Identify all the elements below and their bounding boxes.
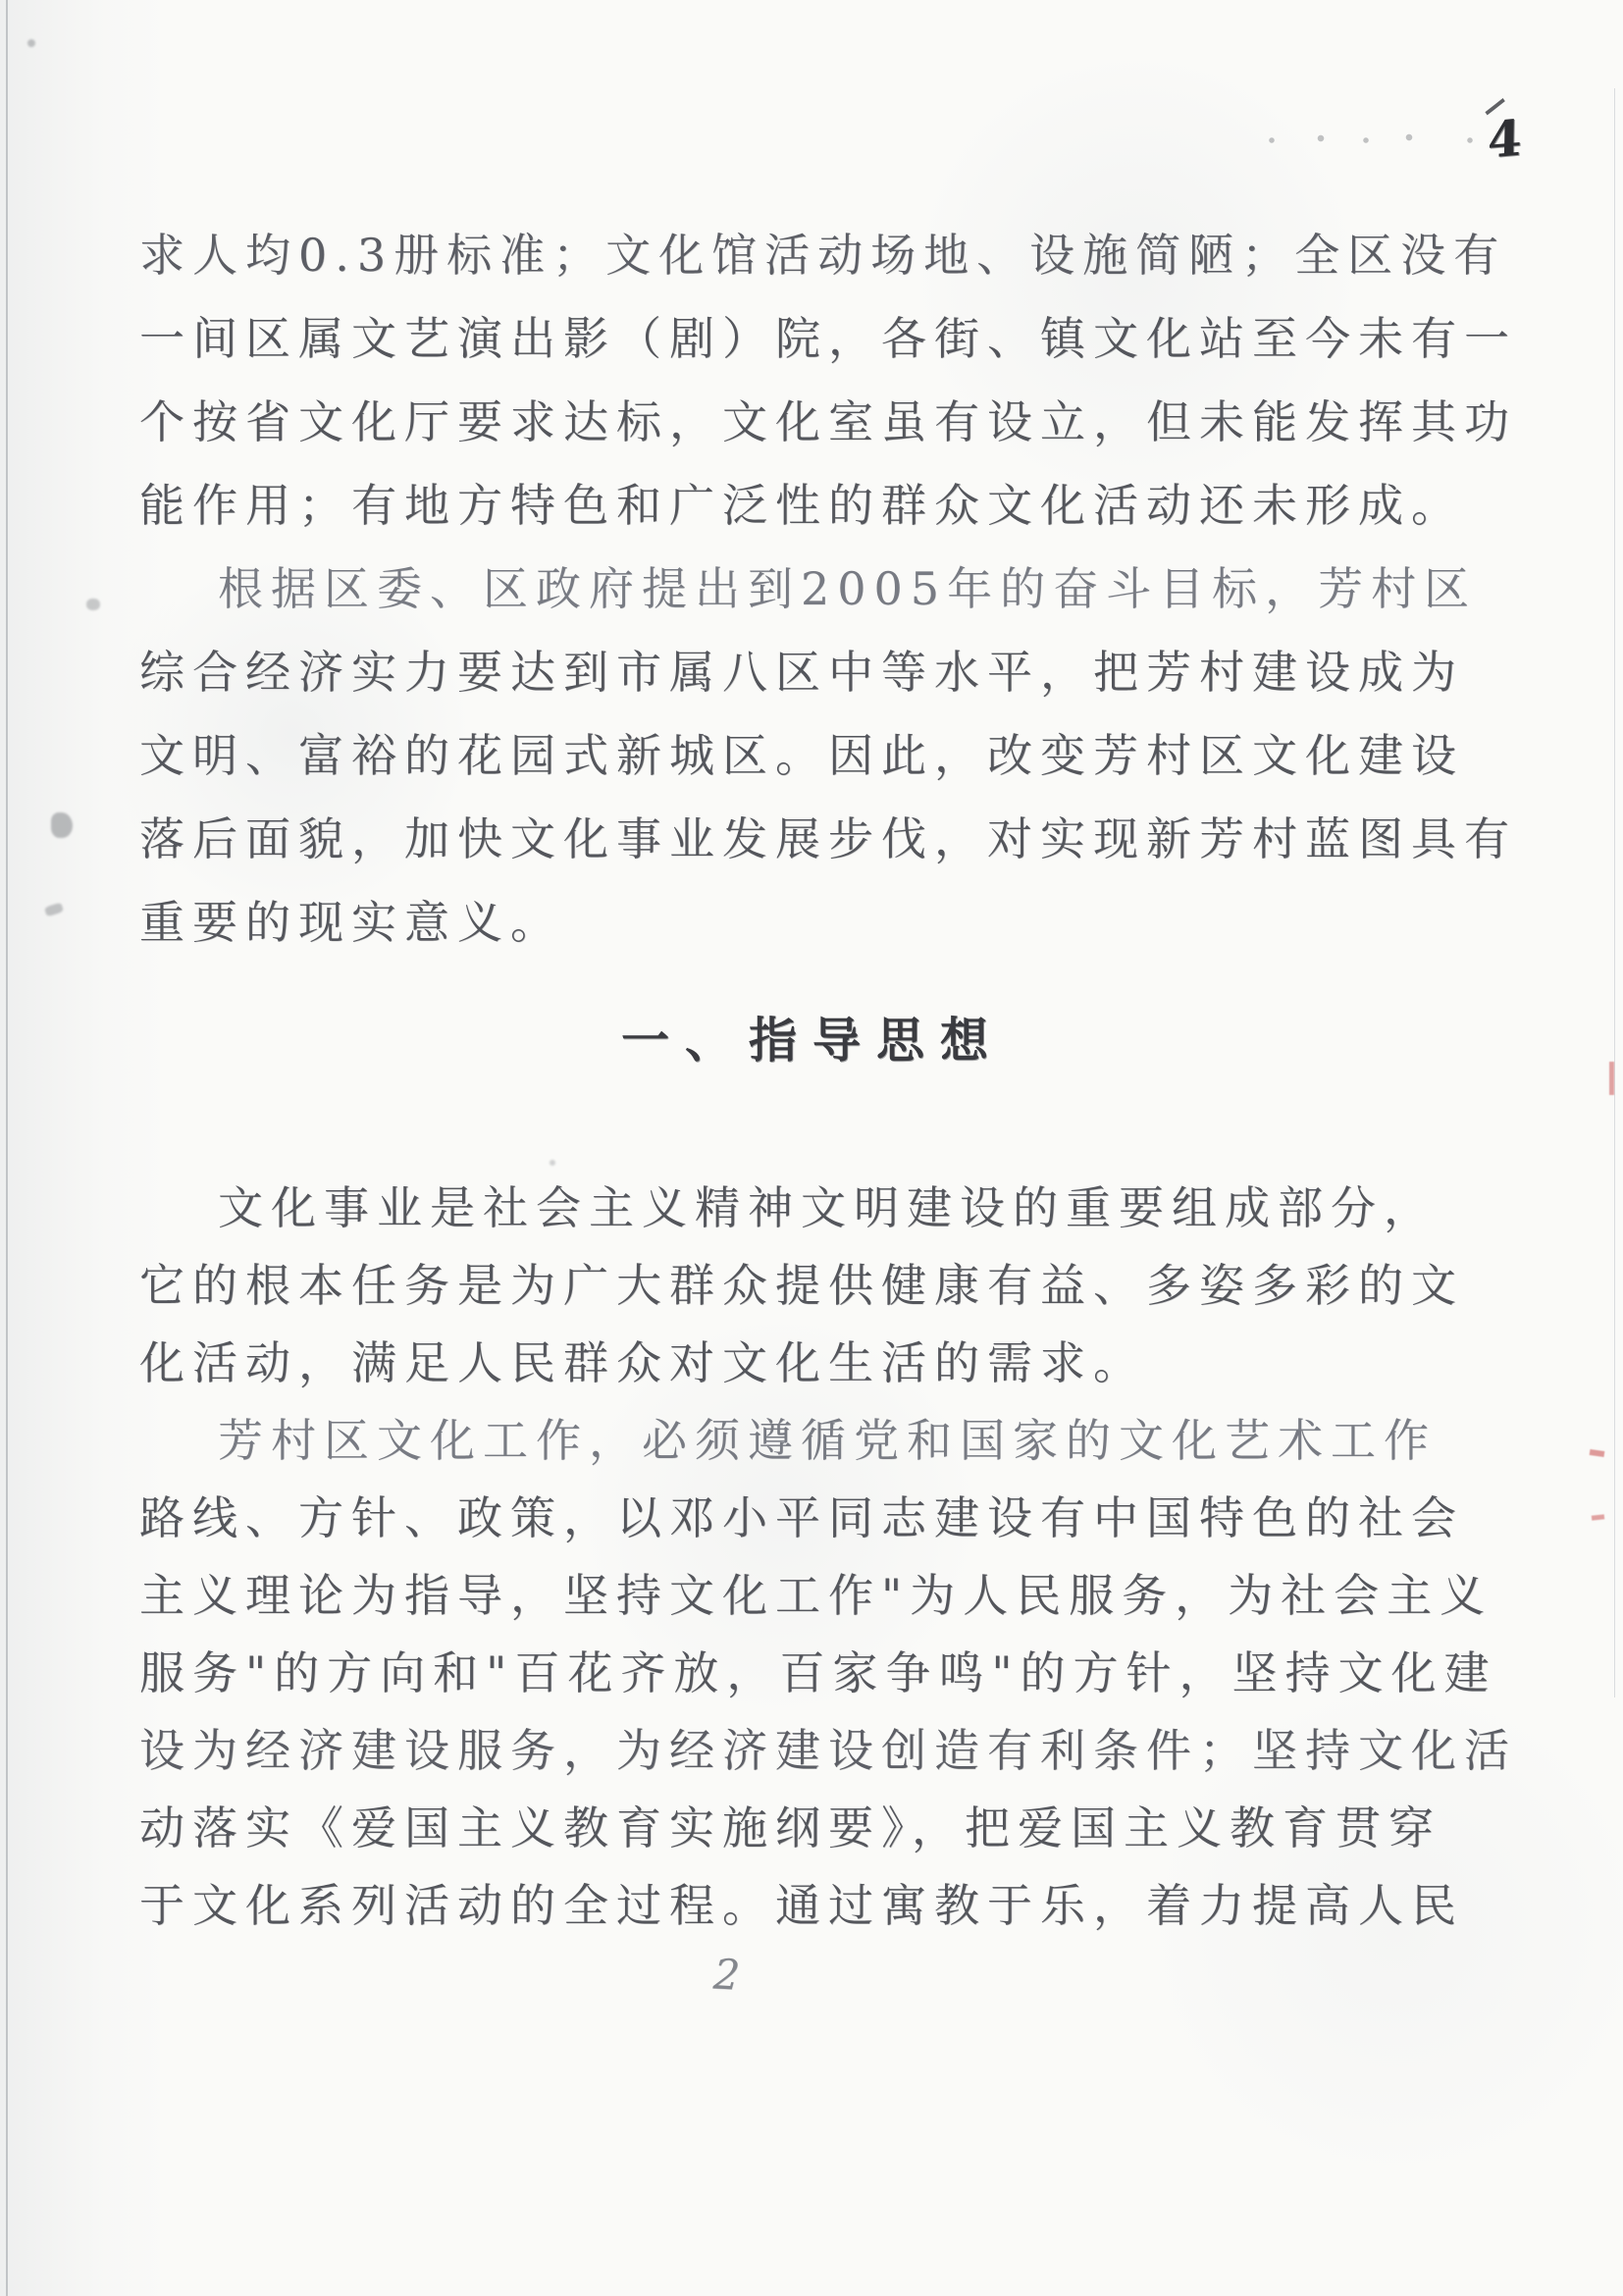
red-margin-mark xyxy=(1592,1514,1604,1520)
text-line: 路线、方针、政策，以邓小平同志建设有中国特色的社会 xyxy=(139,1491,1464,1544)
text-line: 动落实《爱国主义教育实施纲要》，把爱国主义教育贯穿 xyxy=(139,1801,1441,1854)
text-line: 芳村区文化工作，必须遵循党和国家的文化艺术工作 xyxy=(218,1414,1437,1467)
scan-edge-line-left xyxy=(6,0,8,2296)
paragraph-goals xyxy=(139,548,1517,965)
text-line: 根据区委、区政府提出到2005年的奋斗目标，芳村区 xyxy=(218,562,1478,615)
paragraph-culture-role xyxy=(139,1170,1486,1402)
ink-smudge xyxy=(27,39,35,47)
text-line: 主义理论为指导，坚持文化工作"为人民服务，为社会主义 xyxy=(139,1569,1493,1622)
scan-edge-line-right xyxy=(1614,88,1615,1697)
ink-smudge xyxy=(51,812,73,838)
red-margin-mark xyxy=(1609,1062,1614,1095)
text-block-lower xyxy=(139,1170,1517,1945)
text-block-upper xyxy=(139,214,1517,965)
text-line: 求人均0.3册标准；文化馆活动场地、设施简陋；全区没有 xyxy=(139,229,1507,282)
paragraph-work-principles xyxy=(139,1402,1517,1945)
text-line: 它的根本任务是为广大群众提供健康有益、多姿多彩的文 xyxy=(139,1259,1464,1312)
text-line: 化活动，满足人民群众对文化生活的需求。 xyxy=(139,1336,1146,1389)
section-heading: 一、指导思想 xyxy=(620,1012,1004,1069)
text-line: 服务"的方向和"百花齐放，百家争鸣"的方针，坚持文化建 xyxy=(139,1646,1497,1699)
ink-smudge xyxy=(86,599,100,610)
red-margin-mark xyxy=(1590,1449,1605,1457)
text-line: 设为经济建设服务，为经济建设创造有利条件；坚持文化活 xyxy=(139,1724,1517,1777)
ink-smudge xyxy=(44,902,64,916)
page-number-bottom: 2 xyxy=(707,1950,747,2000)
ink-smudge xyxy=(550,1160,555,1166)
text-line: 个按省文化厅要求达标，文化室虽有设立，但未能发挥其功 xyxy=(139,395,1517,448)
text-line: 一间区属文艺演出影（剧）院，各街、镇文化站至今未有一 xyxy=(139,312,1517,365)
text-line: 综合经济实力要达到市属八区中等水平，把芳村建设成为 xyxy=(139,646,1464,699)
text-line: 重要的现实意义。 xyxy=(139,896,563,949)
paragraph-continuation xyxy=(139,214,1517,548)
smudge-dots xyxy=(1266,133,1492,147)
text-line: 于文化系列活动的全过程。通过寓教于乐，着力提高人民 xyxy=(139,1879,1464,1932)
page-number-top: 4 xyxy=(1487,108,1523,170)
text-line: 文明、富裕的花园式新城区。因此，改变芳村区文化建设 xyxy=(139,729,1464,782)
text-line: 文化事业是社会主义精神文明建设的重要组成部分， xyxy=(218,1181,1437,1234)
text-line: 能作用；有地方特色和广泛性的群众文化活动还未形成。 xyxy=(139,479,1464,532)
text-line: 落后面貌，加快文化事业发展步伐，对实现新芳村蓝图具有 xyxy=(139,812,1517,865)
